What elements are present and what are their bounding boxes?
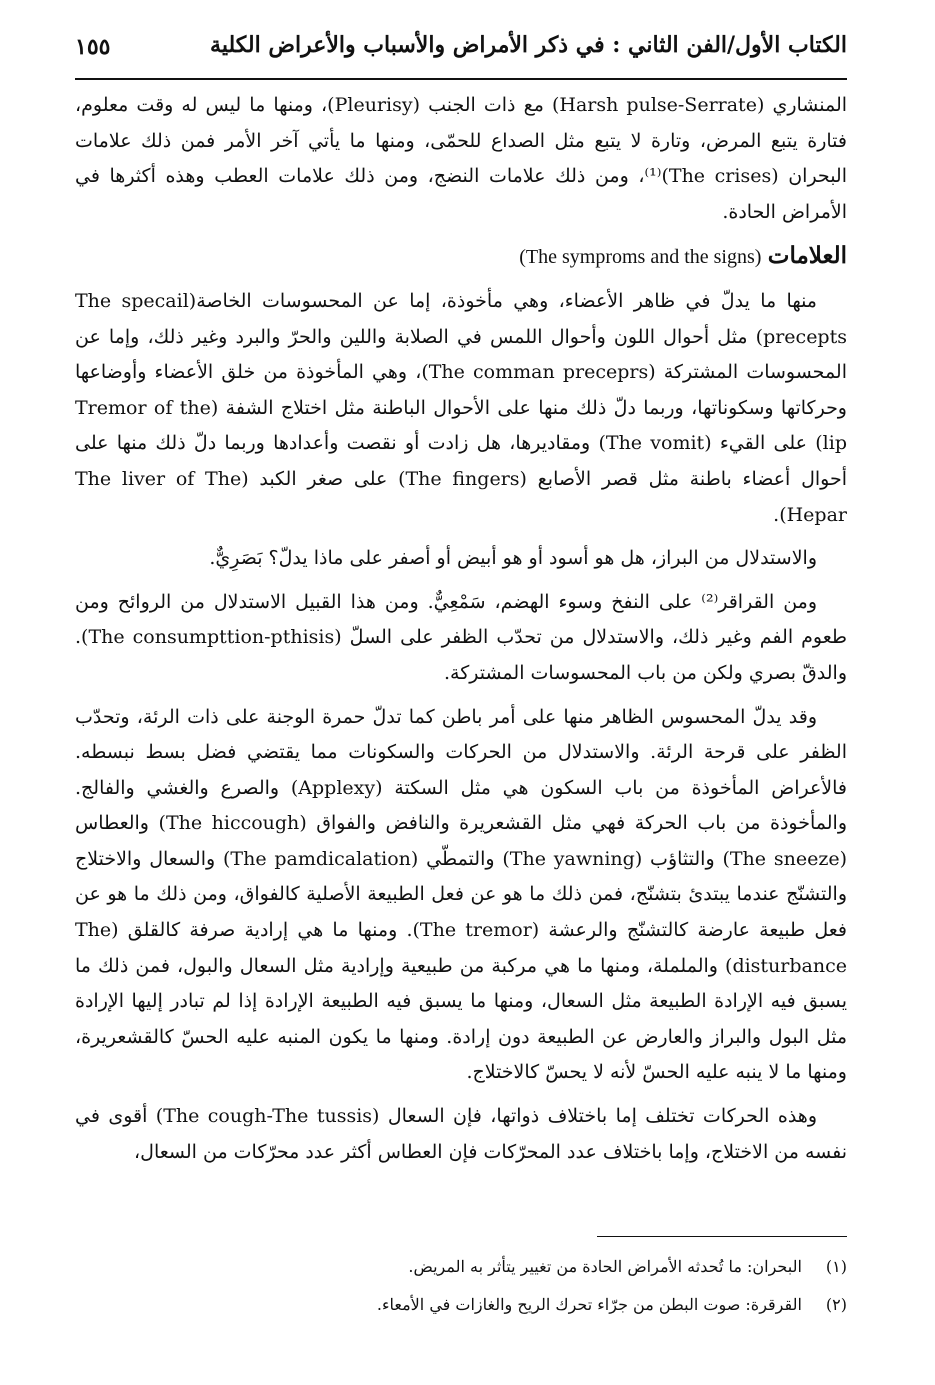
section-heading-english: (The symproms and the signs): [519, 246, 762, 269]
paragraph-1: المنشاري (Harsh pulse-Serrate) مع ذات الجنب (Pleurisy)، ومنها ما ليس له وقت معلوم، فتارة يتبع المرض، وتارة لا يتبع مثل الصداع للحمّى، ومنها ما يأتي آخر الأمر فمن ذلك علامات البحران (The crises)⁽¹⁾، ومن ذلك علامات النضج، ومن ذلك علامات العطب وهذه أكثرها في الأمراض الحادة.: [75, 94, 848, 223]
running-title: الكتاب الأول/الفن الثاني : في ذكر الأمراض والأسباب والأعراض الكلية: [210, 32, 847, 58]
paragraph-6: وهذه الحركات تختلف إما باختلاف ذواتها، فإن السعال (The cough-The tussis) أقوى في نفسه من الاختلاج، وإما باختلاف عدد المحرّكات فإن العطاس أكثر عدد محرّكات من السعال،: [75, 1105, 847, 1163]
paragraph-5: وقد يدلّ المحسوس الظاهر منها على أمر باطن كما تدلّ حمرة الوجنة على ذات الرئة، وتحدّب الظفر على قرحة الرئة. والاستدلال من الحركات والسكونات مما يقتضي فضل بسط نبسطه. فالأعراض المأخوذة من باب السكون هي مثل السكتة (Applexy) والصرع والغشي والفالج. والمأخوذة من باب الحركة فهي مثل القشعريرة والنافض والفواق (The hiccough) والعطاس (The sneeze) والتثاؤب (The yawning) والتمطّي (The pamdicalation) والسعال والاختلاج والتشنّج عندما يبتدئ بتشنّج، فمن ذلك ما هو عن فعل الطبيعة الأصلية كالفواق، ومن ذلك ما هو عن فعل طبيعة عارضة كالتشنّج والرعشة (The tremor). ومنها ما هي إرادية صرفة كالقلق (The disturbance) والململة، ومنها ما هي مركبة من طبيعية وإرادية مثل السعال والبول، فمن ذلك ما يسبق فيه الإرادة الطبيعة مثل السعال، ومنها ما يسبق فيه الطبيعة الإرادة إذا لم تبادر إليها الإرادة مثل البول والبراز والعارض عن الطبيعة دون إرادة. ومنها ما يكون المنبه عليه الحسّ كالقشعريرة، ومنها ما لا ينبه عليه الحسّ لأنه لا يحسّ كالاختلاج.: [75, 705, 847, 1084]
paragraph-2: منها ما يدلّ في ظاهر الأعضاء، وهي مأخوذة، إما عن المحسوسات الخاصة(The specail precepts) مثل أحوال اللون وأحوال اللمس في الصلابة واللين والحرّ والبرد وغير ذلك، وإما عن المحسوسات المشتركة (The comman preceprs)، وهي المأخوذة من خلق الأعضاء وأوضاعها وحركاتها وسكوناتها، وربما دلّ ذلك منها على الأحوال الباطنة مثل اختلاج الشفة (Tremor of the lip) على القيء (The vomit) ومقاديرها، هل زادت أو نقصت وأعدادها وربما دلّ ذلك منها على أحوال أعضاء باطنة مثل قصر الأصابع (The fingers) على صغر الكبد (The liver of The Hepar).: [75, 289, 847, 526]
page-number: ١٥٥: [75, 34, 111, 60]
main-text: [75, 88, 847, 1178]
section-heading-arabic: العلامات: [767, 242, 847, 270]
footnote-number: (٢): [825, 1295, 847, 1314]
footnote-1: [75, 1248, 847, 1286]
footnote-text: القرقرة: صوت البطن من جرّاء تحرك الريح والغازات في الأمعاء.: [376, 1295, 802, 1314]
footnote-text: البحران: ما تُحدثه الأمراض الحادة من تغيير يتأثر به المريض.: [408, 1257, 802, 1276]
section-heading: [75, 238, 847, 276]
header-divider: [75, 78, 847, 80]
footnotes: [75, 1248, 847, 1324]
page-header: [75, 28, 847, 76]
footnote-2: [75, 1286, 847, 1324]
paragraph-3: والاستدلال من البراز، هل هو أسود أو هو أبيض أو أصفر على ماذا يدلّ؟ بَصَرِيٌّ.: [209, 547, 817, 570]
footnote-divider: [597, 1236, 847, 1237]
footnote-number: (١): [825, 1257, 847, 1276]
paragraph-4: ومن القراقر⁽²⁾ على النفخ وسوء الهضم، سَمْعِيٌّ. ومن هذا القبيل الاستدلال من الروائح ومن طعوم الفم وغير ذلك، والاستدلال من تحدّب الظفر على السلّ (The consumpttion-pthisis). والدقّ بصري ولكن من باب المحسوسات المشتركة.: [75, 590, 848, 684]
